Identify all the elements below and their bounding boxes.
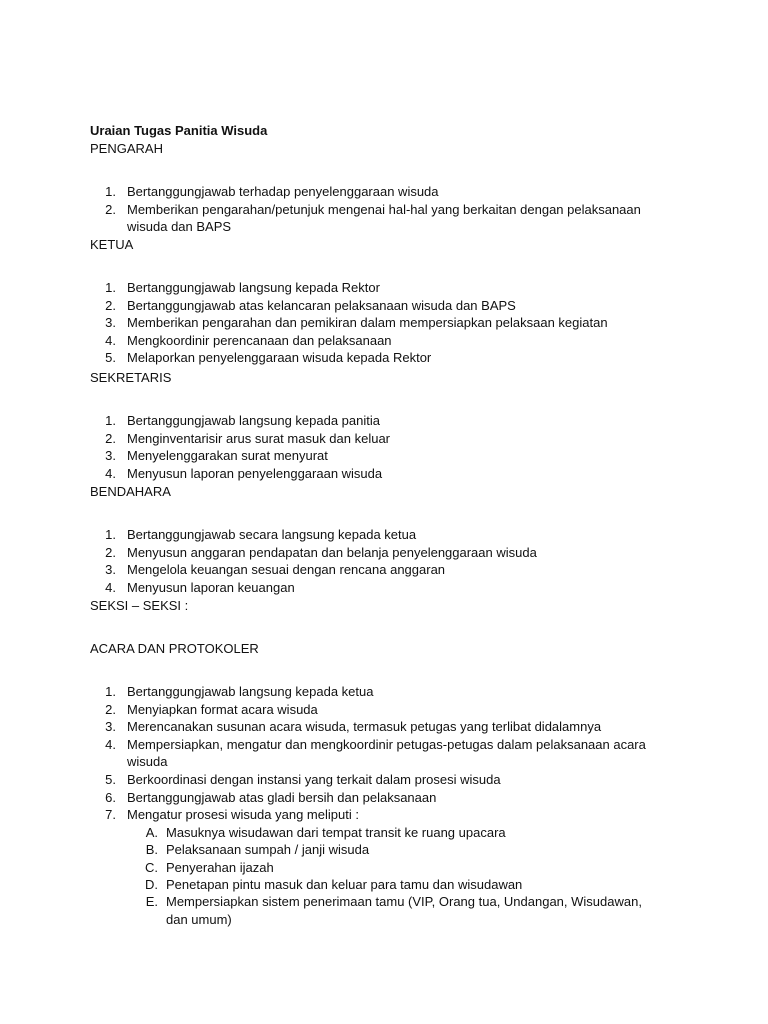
subitem-letter: E. <box>145 894 158 910</box>
list-item <box>0 465 667 483</box>
list-pengarah <box>0 183 667 236</box>
item-number: 1. <box>105 684 116 699</box>
list-item <box>0 579 667 597</box>
list-item <box>0 314 667 332</box>
item-number: 1. <box>105 280 116 295</box>
subitem-letter: D. <box>145 876 158 892</box>
subitem-text: Mempersiapkan sistem penerimaan tamu (VIP, Orang tua, Undangan, Wisudawan, dan umum) <box>166 894 642 927</box>
item-number: 2. <box>105 297 116 313</box>
subitem-text: Masuknya wisudawan dari tempat transit ke ruang upacara <box>166 824 506 840</box>
item-text: Memberikan pengarahan/petunjuk mengenai hal-hal yang berkaitan dengan pelaksanaan wisuda dan BAPS <box>127 201 641 235</box>
subitem-letter: C. <box>145 859 158 875</box>
subitem-text: Penetapan pintu masuk dan keluar para tamu dan wisudawan <box>166 876 523 892</box>
item-number: 2. <box>105 430 116 446</box>
item-number: 2. <box>105 701 116 717</box>
item-text: Menyusun anggaran pendapatan dan belanja penyelenggaraan wisuda <box>127 544 537 560</box>
item-number: 1. <box>105 527 116 542</box>
subitem-letter: A. <box>145 824 158 840</box>
list-item <box>0 430 667 448</box>
item-text: Berkoordinasi dengan instansi yang terkait dalam prosesi wisuda <box>127 771 501 787</box>
list-item <box>0 544 667 562</box>
item-number: 3. <box>105 315 116 331</box>
section-heading-bendahara: BENDAHARA <box>90 484 171 499</box>
item-number: 5. <box>105 350 116 366</box>
list-item <box>0 736 667 771</box>
list-item <box>0 771 667 789</box>
list-item <box>0 561 667 579</box>
item-number: 4. <box>105 332 116 348</box>
item-text: Bertanggungjawab langsung kepada Rektor <box>127 280 380 295</box>
item-text: Menyusun laporan penyelenggaraan wisuda <box>127 465 383 481</box>
list-bendahara <box>0 526 667 596</box>
item-text: Bertanggungjawab langsung kepada panitia <box>127 413 380 428</box>
item-text: Mengkoordinir perencanaan dan pelaksanaan <box>127 332 392 348</box>
item-text: Bertanggungjawab langsung kepada ketua <box>127 684 374 699</box>
item-text: Merencanakan susunan acara wisuda, termasuk petugas yang terlibat didalamnya <box>127 719 602 735</box>
sublist-item <box>0 841 667 858</box>
list-item <box>0 349 667 367</box>
sublist-item <box>0 824 667 841</box>
subitem-text: Penyerahan ijazah <box>166 859 274 875</box>
subitem-text: Pelaksanaan sumpah / janji wisuda <box>166 842 370 858</box>
list-item <box>0 447 667 465</box>
item-text: Mengatur prosesi wisuda yang meliputi : <box>127 807 359 823</box>
item-number: 1. <box>105 184 116 199</box>
list-ketua <box>0 279 667 367</box>
item-number: 2. <box>105 544 116 560</box>
list-item <box>0 789 667 807</box>
list-item <box>0 718 667 736</box>
item-text: Mengelola keuangan sesuai dengan rencana anggaran <box>127 562 446 578</box>
item-text: Bertanggungjawab atas kelancaran pelaksanaan wisuda dan BAPS <box>127 297 516 313</box>
section-heading-ketua: KETUA <box>90 237 134 252</box>
section-heading-seksi: SEKSI – SEKSI : <box>90 598 189 613</box>
item-number: 1. <box>105 413 116 428</box>
item-number: 6. <box>105 789 116 805</box>
item-text: Bertanggungjawab atas gladi bersih dan pelaksanaan <box>127 789 437 805</box>
document-title: Uraian Tugas Panitia Wisuda <box>90 123 268 138</box>
item-number: 5. <box>105 771 116 787</box>
list-item <box>0 297 667 315</box>
item-number: 7. <box>105 807 116 823</box>
item-number: 3. <box>105 448 116 464</box>
list-item <box>0 201 667 236</box>
list-item <box>0 806 667 928</box>
item-text: Memberikan pengarahan dan pemikiran dalam mempersiapkan pelaksaan kegiatan <box>127 315 608 331</box>
item-text: Mempersiapkan, mengatur dan mengkoordinir petugas-petugas dalam pelaksanaan acara wisuda <box>127 736 646 770</box>
section-heading-pengarah: PENGARAH <box>90 141 163 156</box>
item-text: Menyiapkan format acara wisuda <box>127 701 318 717</box>
list-item <box>0 526 667 544</box>
item-text: Bertanggungjawab secara langsung kepada ketua <box>127 527 417 542</box>
sublist-item <box>0 876 667 893</box>
sublist-item <box>0 859 667 876</box>
item-number: 4. <box>105 736 116 752</box>
list-item <box>0 701 667 719</box>
list-sekretaris <box>0 412 667 482</box>
item-text: Menginventarisir arus surat masuk dan keluar <box>127 430 391 446</box>
list-item <box>0 279 667 297</box>
section-heading-sekretaris: SEKRETARIS <box>90 370 172 385</box>
item-number: 4. <box>105 579 116 595</box>
list-acara <box>0 683 667 928</box>
item-number: 2. <box>105 201 116 217</box>
item-text: Melaporkan penyelenggaraan wisuda kepada Rektor <box>127 350 432 366</box>
list-item <box>0 683 667 701</box>
item-number: 4. <box>105 465 116 481</box>
subitem-letter: B. <box>145 842 158 858</box>
item-number: 3. <box>105 562 116 578</box>
section-heading-acara: ACARA DAN PROTOKOLER <box>90 641 259 656</box>
list-item <box>0 332 667 350</box>
item-text: Menyelenggarakan surat menyurat <box>127 448 328 464</box>
sublist-prosesi <box>0 824 667 928</box>
list-item <box>0 412 667 430</box>
item-number: 3. <box>105 719 116 735</box>
item-text: Bertanggungjawab terhadap penyelenggaraan wisuda <box>127 184 439 199</box>
item-text: Menyusun laporan keuangan <box>127 579 295 595</box>
list-item <box>0 183 667 201</box>
sublist-item <box>0 893 667 928</box>
